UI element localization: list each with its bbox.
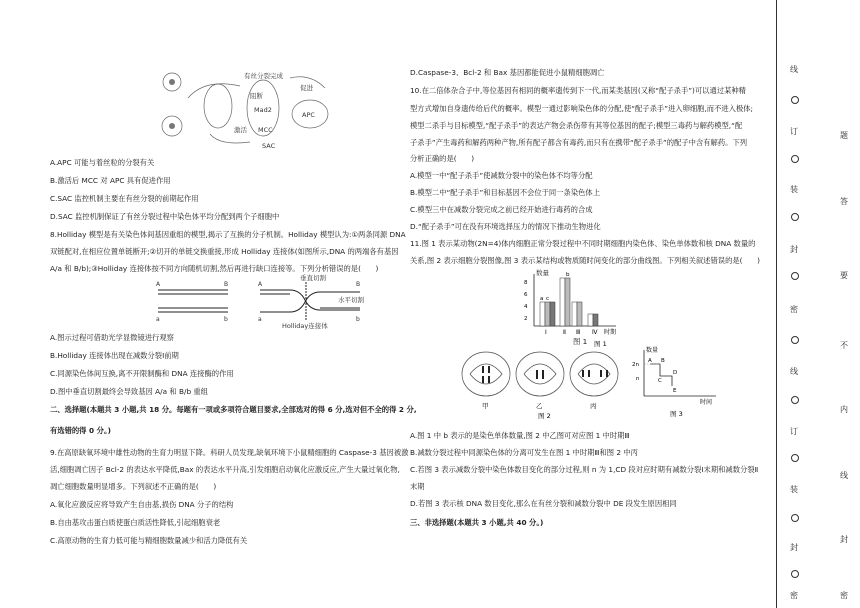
- fig-holliday-name: Holliday连接体: [282, 322, 328, 330]
- q8-option-b: B.Holliday 连接体出现在减数分裂Ⅰ前期: [50, 351, 179, 360]
- binding-circle: [791, 336, 799, 344]
- q8-option-a: A.图示过程可借助光学显微镜进行观察: [50, 333, 174, 342]
- q9-stem-2: 活,细胞凋亡因子 Bcl-2 的表达水平降低,Bax 的表达水平升高,引发细胞启动氧化应激反应,产生大量过氧化物,: [50, 465, 400, 474]
- fig3-y-2n: 2n: [632, 362, 639, 368]
- q9-option-c: C.高原动物的生育力低可能与精细胞数量减少和活力降低有关: [50, 536, 248, 545]
- q11-option-c-1: C.若图 3 表示减数分裂中染色体数目变化的部分过程,则 n 为 1,CD 段对应时期有减数分裂Ⅰ末期和减数分裂Ⅱ: [410, 465, 759, 474]
- binding-char-9: 封: [790, 543, 798, 552]
- fig1-cat-4: Ⅳ: [592, 329, 598, 336]
- fig3-point-c: C: [658, 378, 662, 384]
- fig1-legend-b: b: [566, 272, 570, 278]
- fig3-point-e: E: [673, 388, 677, 394]
- svg-text:A: A: [156, 281, 161, 288]
- binding-outer-7: 封: [840, 535, 848, 544]
- binding-circle: [791, 570, 799, 578]
- fig-label-complete: 有丝分裂完成: [244, 72, 283, 80]
- binding-circle: [791, 213, 799, 221]
- q10-option-b: B.模型二中“配子杀手”和目标基因不会位于同一条染色体上: [410, 188, 601, 197]
- binding-outer-4: 不: [840, 341, 848, 350]
- fig-label-activate: 激活: [234, 126, 247, 134]
- fig-horizontal-cut: 水平切割: [338, 296, 364, 304]
- binding-char-2: 订: [790, 127, 798, 136]
- q11-option-c-2: 末期: [410, 482, 425, 491]
- q9-option-a: A.氧化应激反应将导致产生自由基,损伤 DNA 分子的结构: [50, 500, 234, 509]
- fig3-xlabel: 时间: [700, 399, 713, 406]
- binding-char-1: 线: [790, 65, 798, 74]
- binding-char-6: 线: [790, 367, 798, 376]
- q11-option-b: B.减数分裂过程中同源染色体的分离可发生在图 1 中时期Ⅲ和图 2 中丙: [410, 448, 638, 457]
- fig-label-mad2: Mad2: [254, 106, 272, 114]
- binding-char-10: 密: [790, 591, 798, 600]
- q11-stem-2: 关系,图 2 表示细胞分裂图像,图 3 表示某结构或物质随时间变化的部分曲线图。下列相关叙述错误的是( ): [410, 256, 760, 265]
- q8-stem-3: A/a 和 B/b);③Holliday 连接体按不同方向随机切割,然后再进行缺口连接等。下列分析错误的是( ): [50, 264, 379, 273]
- fig1-legend-a: a: [540, 296, 544, 302]
- q10-stem-5: 分析正确的是( ): [410, 154, 475, 163]
- binding-outer-8: 密: [840, 591, 848, 600]
- fig3-y-n: n: [636, 376, 640, 382]
- svg-text:B: B: [224, 281, 229, 288]
- fig1-cat-1: Ⅰ: [545, 329, 547, 336]
- q8-stem-1: 8.Holliday 模型是有关染色体间基因重组的模型,揭示了互换的分子机制。Holliday 模型认为:①两条同源 DNA: [50, 230, 406, 239]
- svg-text:6: 6: [524, 292, 528, 298]
- fig-label-mcc: MCC: [258, 126, 273, 134]
- q9-option-b: B.自由基攻击蛋白质使蛋白质活性降低,引起细胞衰老: [50, 518, 221, 527]
- fig-label-sac: SAC: [262, 142, 276, 150]
- fig1-cat-2: Ⅱ: [563, 329, 566, 336]
- section-2-heading-cont: 有选错的得 0 分。): [50, 426, 111, 435]
- fig2-label-bing: 丙: [590, 402, 597, 410]
- q9-option-d: D.Caspase-3、Bcl-2 和 Bax 基因都能促进小鼠精细胞凋亡: [410, 68, 605, 77]
- fig-label-apc: APC: [302, 111, 315, 119]
- figure-1-bar-chart: [520, 268, 640, 348]
- binding-circle: [791, 155, 799, 163]
- fig2-label-jia: 甲: [482, 402, 489, 410]
- q7-option-c: C.SAC 监控机制主要在有丝分裂的前期起作用: [50, 194, 199, 203]
- fig1-cat-3: Ⅲ: [576, 329, 581, 336]
- q8-option-d: D.图中垂直切割最终会导致基因 A/a 和 B/b 重组: [50, 387, 208, 396]
- q11-stem-1: 11.图 1 表示某动物(2N=4)体内细胞正常分裂过程中不同时期细胞内染色体、染色单体数和核 DNA 数量的: [410, 239, 756, 248]
- fig-vertical-cut: 垂直切割: [300, 274, 326, 282]
- fig3-point-b: B: [661, 358, 665, 364]
- fig3-point-d: D: [673, 370, 678, 376]
- svg-text:8: 8: [524, 280, 528, 286]
- q10-option-a: A.模型一中“配子杀手”使减数分裂中的染色体不均等分配: [410, 171, 593, 180]
- binding-char-5: 密: [790, 305, 798, 314]
- q11-option-d: D.若图 3 表示核 DNA 数目变化,那么在有丝分裂和减数分裂中 DE 段发生原因相同: [410, 499, 677, 508]
- fig-label-block: 阻断: [250, 92, 263, 100]
- q11-option-a: A.图 1 中 b 表示的是染色单体数量,图 2 中乙图可对应图 1 中时期Ⅲ: [410, 431, 630, 440]
- q10-stem-2: 型方式增加自身遗传给后代的概率。模型一通过影响染色体的分配,使“配子杀手”进入卵细胞,而不进入极体;: [410, 104, 754, 113]
- holliday-figure: [150, 272, 370, 330]
- q7-option-b: B.激活后 MCC 对 APC 具有促进作用: [50, 176, 171, 185]
- binding-circle: [791, 454, 799, 462]
- q10-stem-4: 子杀手”产生毒药和解药两种产物,所有配子都含有毒药,而只有在携带“配子杀手”的配子中含有解药。下列: [410, 138, 748, 147]
- sac-figure: [150, 68, 360, 150]
- fig-label-promote: 促进: [300, 84, 313, 92]
- binding-outer-1: 题: [840, 131, 848, 140]
- q10-option-c: C.模型三中在减数分裂完成之前已经开始进行毒药的合成: [410, 205, 593, 214]
- q10-stem-3: 模型二杀手与目标模型,“配子杀手”的表达产物会杀伤带有其等位基因的配子;模型三毒药与解药模型,“配: [410, 121, 743, 130]
- binding-outer-6: 线: [840, 471, 848, 480]
- binding-char-4: 封: [790, 245, 798, 254]
- q10-stem-1: 10.在二倍体杂合子中,等位基因有相同的概率遗传到下一代,而某类基因(又称“配子杀手”)可以通过某种精: [410, 86, 746, 95]
- binding-char-7: 订: [790, 427, 798, 436]
- fig1-title: 图 1: [594, 340, 607, 348]
- binding-circle: [791, 272, 799, 280]
- fig1-xlabel: 时期: [604, 329, 617, 336]
- binding-circle: [791, 514, 799, 522]
- q10-option-d: D.“配子杀手”可在没有环境选择压力的情况下推动生物进化: [410, 222, 601, 231]
- fig2-label-yi: 乙: [536, 402, 543, 410]
- svg-text:a: a: [156, 316, 160, 323]
- binding-outer-2: 答: [840, 197, 848, 206]
- binding-circle: [791, 396, 799, 404]
- q9-stem-3: 凋亡细胞数量明显增多。下列叙述不正确的是( ): [50, 482, 217, 491]
- section-3-heading: 三、非选择题(本题共 3 小题,共 40 分。): [410, 518, 544, 527]
- section-2-heading: 二、选择题(本题共 3 小题,共 18 分。每题有一项或多项符合题目要求,全部选对的得 6 分,选对但不全的得 2 分,: [50, 405, 417, 414]
- fig3-ylabel: 数量: [646, 347, 659, 354]
- fig1-legend-c: c: [546, 296, 550, 302]
- fig2-title: 图 2: [538, 412, 551, 420]
- svg-text:A: A: [258, 281, 263, 288]
- svg-text:2: 2: [524, 316, 528, 322]
- binding-char-3: 装: [790, 185, 798, 194]
- binding-outer-5: 内: [840, 405, 848, 414]
- binding-outer-3: 要: [840, 271, 848, 280]
- svg-text:a: a: [258, 316, 262, 323]
- binding-char-8: 装: [790, 485, 798, 494]
- svg-text:B: B: [356, 281, 361, 288]
- binding-line: [776, 0, 777, 608]
- q8-option-c: C.同源染色体间互换,离不开限制酶和 DNA 连接酶的作用: [50, 369, 234, 378]
- svg-text:b: b: [356, 316, 360, 323]
- svg-text:b: b: [224, 316, 228, 323]
- svg-text:4: 4: [524, 304, 528, 310]
- figure-1-caption: 图 1: [573, 337, 588, 346]
- fig3-point-a: A: [648, 358, 652, 364]
- q7-option-a: A.APC 可能与着丝粒的分裂有关: [50, 158, 155, 167]
- binding-circle: [791, 96, 799, 104]
- figure-2-cells: [460, 348, 620, 418]
- q9-stem-1: 9.在高原缺氧环境中雄性动物的生育力明显下降。科研人员发现,缺氧环境下小鼠精细胞的 Caspase-3 基因被激: [50, 448, 409, 457]
- q7-option-d: D.SAC 监控机制保证了有丝分裂过程中染色体平均分配到两个子细胞中: [50, 212, 280, 221]
- figure-3-line-chart: [630, 346, 720, 420]
- fig3-title: 图 3: [670, 410, 683, 418]
- q8-stem-2: 双链配对,在相应位置单链断开;②切开的单链交换重接,形成 Holliday 连接体(如图所示,DNA 的两端各有基因: [50, 247, 399, 256]
- fig1-ylabel: 数量: [536, 269, 549, 277]
